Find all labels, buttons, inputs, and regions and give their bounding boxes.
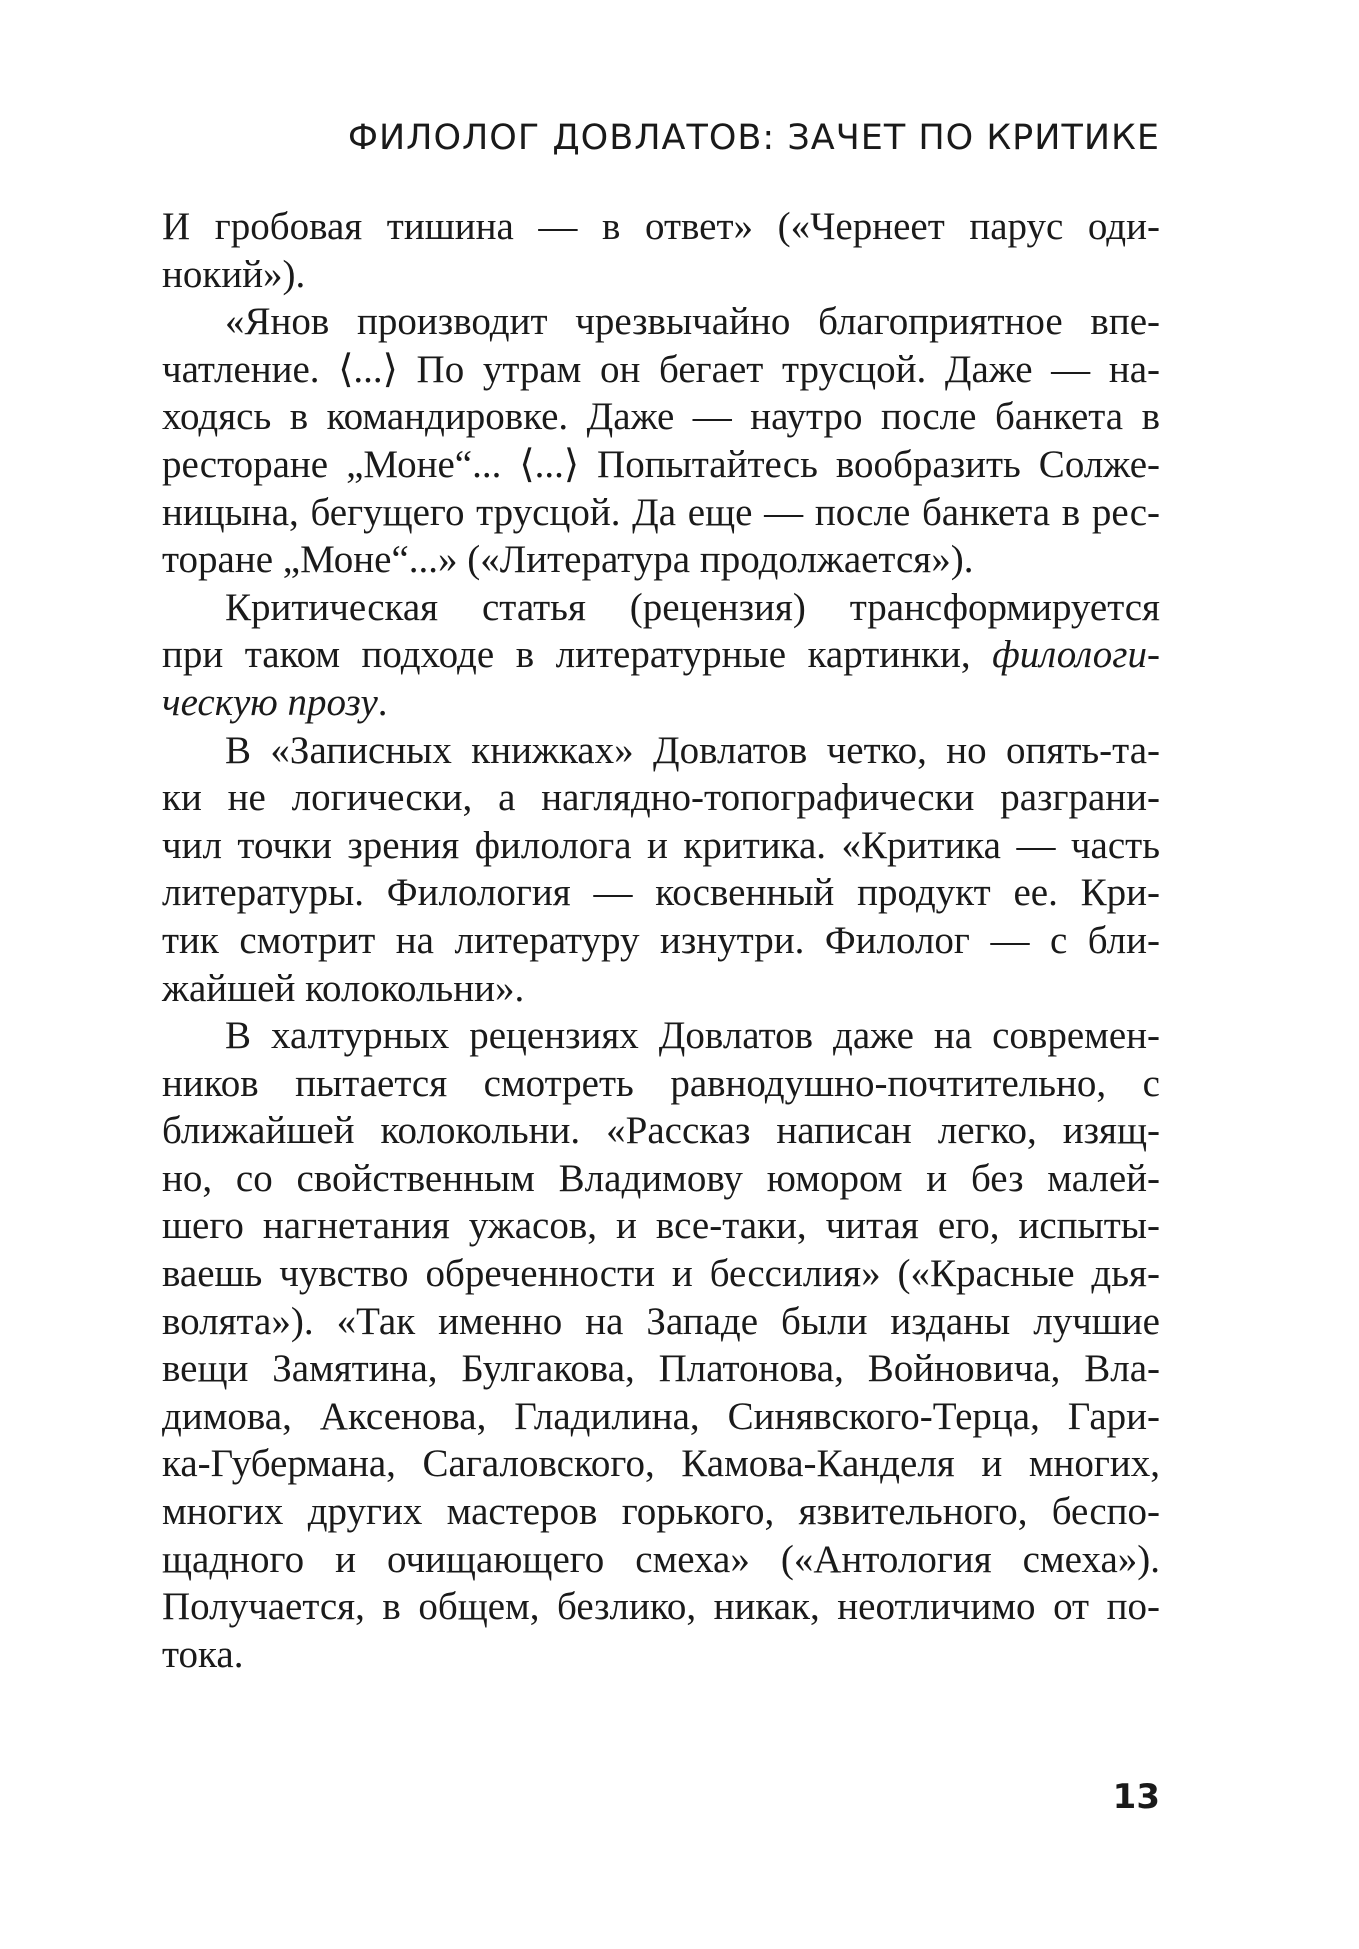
text-segment: при таком подходе в литературные картинки, [162,633,993,677]
text-line: жайшей колокольни». [162,966,525,1010]
text-line: В халтурных рецензиях Довлатов даже на современ- [225,1014,1160,1058]
text-line: тик смотрит на литературу изнутри. Филолог — с бли- [162,918,1160,962]
text-line: чил точки зрения филолога и критика. «Критика — часть [162,823,1160,867]
text-line: И гробовая тишина — в ответ» («Чернеет парус оди- [162,205,1160,248]
page-number: 13 [1112,1777,1160,1817]
italic-segment: ческую прозу [162,680,378,724]
text-line: литературы. Филология — косвенный продукт ее. Кри- [162,871,1160,915]
italic-segment: филологи- [992,633,1160,677]
text-line: нокий»). [162,252,306,296]
text-line: вещи Замятина, Булгакова, Платонова, Войновича, Вла- [162,1347,1160,1391]
text-line: Критическая статья (рецензия) трансформируется [225,585,1160,629]
text-line: ресторане „Моне“... ⟨...⟩ Попытайтесь вообразить Солже- [162,442,1160,486]
text-line: ближайшей колокольни. «Рассказ написан легко, изящ- [162,1109,1160,1153]
text-line-mixed [162,679,1160,727]
text-segment: . [377,680,388,724]
text-line: торане „Моне“...» («Литература продолжается»). [162,538,974,582]
text-line: В «Записных книжках» Довлатов четко, но опять-та- [225,728,1160,772]
text-line: ваешь чувство обреченности и бессилия» («Красные дья- [162,1252,1160,1296]
text-line: ходясь в командировке. Даже — наутро после банкета в [162,395,1160,439]
text-line: Получается, в общем, безлико, никак, неотличимо от по- [162,1585,1160,1629]
text-line: ка-Губермана, Сагаловского, Камова-Канделя и многих, [162,1442,1160,1486]
text-line-mixed [162,631,1160,679]
body-text [162,203,1160,1678]
text-line: ников пытается смотреть равнодушно-почтительно, с [162,1061,1160,1105]
text-line: тока. [162,1632,244,1676]
text-line: димова, Аксенова, Гладилина, Синявского-Терца, Гари- [162,1394,1160,1438]
text-line: ницына, бегущего трусцой. Да еще — после банкета в рес- [162,490,1160,534]
text-line: шего нагнетания ужасов, и все-таки, читая его, испыты- [162,1204,1160,1248]
running-head: ФИЛОЛОГ ДОВЛАТОВ: ЗАЧЕТ ПО КРИТИКЕ [347,118,1160,158]
text-line: многих других мастеров горького, язвительного, беспо- [162,1490,1160,1534]
text-line: «Янов производит чрезвычайно благоприятное впе- [225,300,1160,344]
text-line: волята»). «Так именно на Западе были изданы лучшие [162,1299,1160,1343]
text-line: чатление. ⟨...⟩ По утрам он бегает трусцой. Даже — на- [162,347,1160,391]
text-line: ки не логически, а наглядно-топографически разграни- [162,776,1160,820]
text-line: щадного и очищающего смеха» («Антология смеха»). [162,1537,1160,1581]
text-line: но, со свойственным Владимову юмором и без малей- [162,1156,1160,1200]
